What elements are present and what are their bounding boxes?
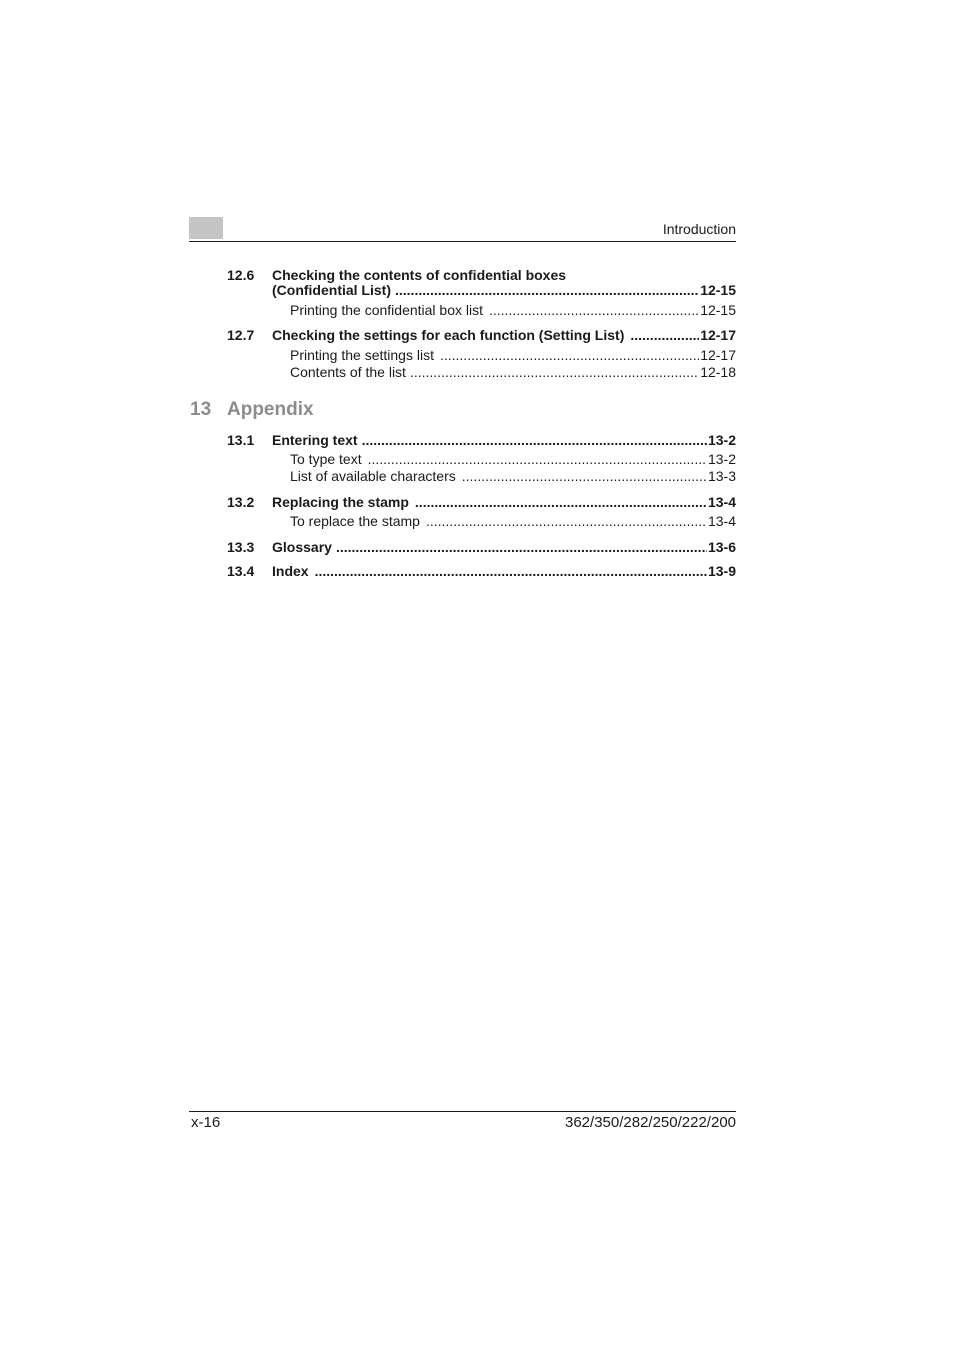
chapter-title: Appendix <box>227 399 314 420</box>
toc-entry-13-3[interactable] <box>227 538 736 556</box>
running-header-title: Introduction <box>662 221 736 237</box>
toc-subentry[interactable] <box>227 512 736 530</box>
toc-leader-dots <box>368 450 707 468</box>
toc-subentry-title: Printing the confidential box list <box>290 302 483 318</box>
toc-section-title: Checking the contents of confidential boxes <box>272 267 567 283</box>
toc-subentry-title: To replace the stamp <box>290 513 420 529</box>
toc-leader-dots <box>630 326 699 344</box>
toc-page-number: 12-18 <box>700 364 736 380</box>
toc-subentry-title: Printing the settings list <box>290 347 434 363</box>
toc-section-number: 12.6 <box>227 267 255 283</box>
toc-entry-12-7[interactable] <box>227 326 736 344</box>
toc-page-number: 12-15 <box>700 282 736 298</box>
toc-section-title: Replacing the stamp <box>272 494 409 510</box>
toc-subentry[interactable] <box>227 467 736 485</box>
toc-section-number: 13.2 <box>227 494 255 510</box>
toc-subentry[interactable] <box>227 346 736 364</box>
toc-subentry-title: Contents of the list <box>290 364 406 380</box>
toc-page-number: 13-4 <box>707 494 736 510</box>
toc-entry-13-1[interactable] <box>227 431 736 449</box>
toc-page-number: 12-17 <box>700 347 736 363</box>
toc-page-number: 13-6 <box>707 539 736 555</box>
toc-section-title: Entering text <box>272 432 358 448</box>
toc-section-title: Glossary <box>272 539 332 555</box>
chapter-number: 13 <box>190 399 212 420</box>
toc-entry-12-6-line2[interactable] <box>227 281 736 299</box>
toc-leader-dots <box>415 493 707 511</box>
toc-section-title: Checking the settings for each function (Setting List) <box>272 327 625 343</box>
toc-page-number: 13-4 <box>707 513 736 529</box>
toc-leader-dots <box>440 346 699 364</box>
toc-entry-13-2[interactable] <box>227 493 736 511</box>
toc-leader-dots <box>426 512 707 530</box>
toc-leader-dots <box>395 281 699 299</box>
toc-section-title: Index <box>272 563 309 579</box>
toc-section-number: 13.1 <box>227 432 255 448</box>
toc-page-number: 13-2 <box>707 432 736 448</box>
footer-page-number: x-16 <box>191 1114 221 1131</box>
toc-page-number: 12-15 <box>700 302 736 318</box>
toc-leader-dots <box>315 562 707 580</box>
header-rule <box>189 241 736 242</box>
toc-section-number: 13.3 <box>227 539 255 555</box>
header-tab-marker <box>189 217 223 239</box>
toc-leader-dots <box>462 467 707 485</box>
toc-subentry-title: To type text <box>290 451 362 467</box>
toc-section-number: 12.7 <box>227 327 255 343</box>
footer-model-numbers: 362/350/282/250/222/200 <box>565 1114 736 1131</box>
toc-subentry[interactable] <box>227 450 736 468</box>
toc-leader-dots <box>336 538 707 556</box>
toc-leader-dots <box>362 431 707 449</box>
toc-subentry-title: List of available characters <box>290 468 456 484</box>
toc-leader-dots <box>489 301 699 319</box>
toc-subentry[interactable] <box>227 301 736 319</box>
toc-page-number: 13-9 <box>707 563 736 579</box>
toc-subentry[interactable] <box>227 363 736 381</box>
footer-rule <box>189 1111 736 1112</box>
toc-page-number: 13-2 <box>707 451 736 467</box>
toc-page-number: 13-3 <box>707 468 736 484</box>
chapter-heading <box>190 398 314 422</box>
toc-entry-13-4[interactable] <box>227 562 736 580</box>
toc-section-title-continued: (Confidential List) <box>272 282 391 298</box>
toc-page-number: 12-17 <box>700 327 736 343</box>
toc-section-number: 13.4 <box>227 563 255 579</box>
toc-leader-dots <box>410 363 699 381</box>
